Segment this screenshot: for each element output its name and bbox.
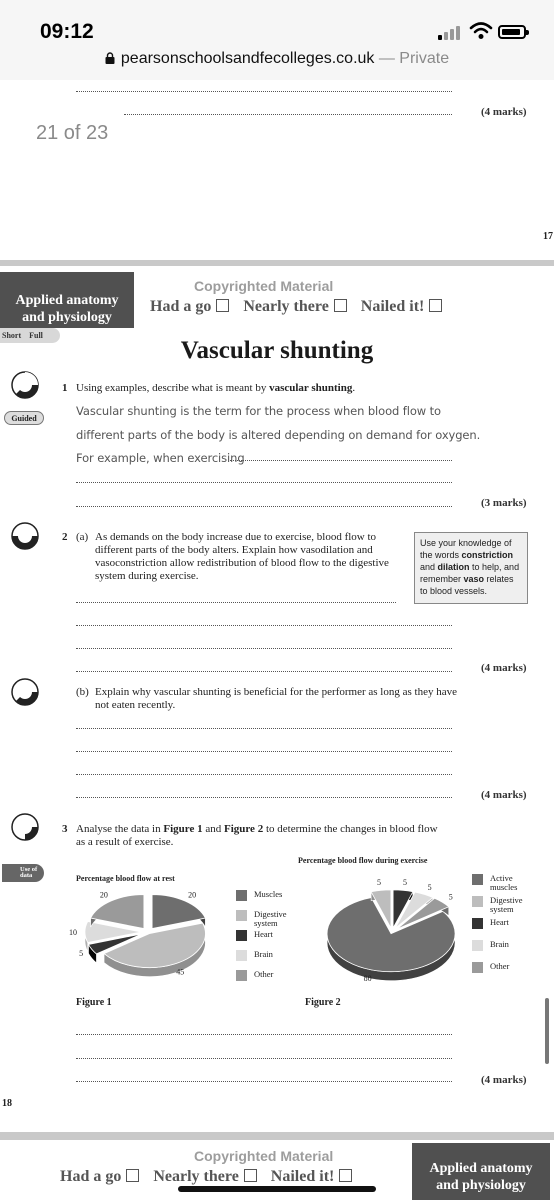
progress-label: Had a go: [60, 1168, 122, 1185]
copyright-notice: Copyrighted Material: [194, 278, 334, 294]
badge-line: Use of: [20, 866, 38, 873]
question-text-part: .: [352, 382, 356, 394]
answer-line[interactable]: [76, 602, 396, 603]
question-number: 1: [62, 382, 68, 394]
data-label: 5: [402, 878, 407, 888]
short-label: Short: [2, 331, 22, 340]
battery-icon: [498, 25, 526, 39]
question-text-part: and: [202, 823, 224, 835]
hint-text: relates to blood vessels.: [420, 574, 514, 596]
answer-line[interactable]: [76, 506, 452, 507]
question-text: As demands on the body increase due to exercise, blood flow to different parts of the body alters. Explain how vasodilation and vasoconstriction allow redistribution of blood flow to the digestive system during exercise.: [95, 531, 389, 582]
progress-label: Had a go: [150, 298, 212, 315]
page-number: 18: [2, 1098, 12, 1109]
progress-label: Nailed it!: [270, 1168, 335, 1185]
legend-label: Brain: [254, 949, 273, 959]
hint-keyword: dilation: [437, 562, 470, 572]
answer-line[interactable]: [76, 797, 452, 798]
legend-label: Active muscles: [490, 873, 518, 892]
question-keyword: vascular shunting: [269, 382, 353, 394]
legend-swatch: [472, 896, 483, 907]
figure-caption: Figure 2: [305, 997, 341, 1008]
legend-swatch: [236, 930, 247, 941]
status-time: 09:12: [40, 20, 94, 43]
progress-label: Nailed it!: [360, 298, 425, 315]
full-label: Full: [29, 331, 43, 340]
legend-label: Heart: [490, 917, 509, 927]
data-label: 20: [99, 890, 108, 900]
section-tab: [0, 272, 134, 328]
answer-line[interactable]: [76, 728, 452, 729]
data-label: 5: [79, 949, 84, 959]
figure-1-pie-chart: [69, 882, 232, 990]
guided-answer-line: Vascular shunting is the term for the process when blood flow to: [76, 404, 441, 418]
data-label: 45: [176, 967, 185, 977]
data-label: 5: [377, 878, 382, 888]
progress-checkboxes: [60, 1168, 366, 1186]
section-tab: [412, 1143, 550, 1200]
hint-keyword: vaso: [463, 574, 485, 584]
page-number: 17: [543, 231, 553, 242]
question-text: Explain why vascular shunting is beneficial for the performer as long as they have not eaten recently.: [95, 686, 457, 711]
question-text-part: to determine the changes in blood flow as a result of exercise.: [76, 823, 438, 848]
answer-line[interactable]: [76, 625, 452, 626]
data-label: 80: [363, 973, 372, 983]
question-part: (b): [76, 686, 89, 698]
lock-icon: [105, 52, 115, 64]
data-label: 5: [427, 882, 432, 892]
legend-swatch: [236, 950, 247, 961]
legend-swatch: [236, 970, 247, 981]
difficulty-dial-icon: [10, 812, 40, 842]
answer-line[interactable]: [76, 774, 452, 775]
marks-label: (4 marks): [481, 789, 527, 801]
question-text: [76, 382, 446, 395]
legend-label: Brain: [490, 939, 509, 949]
marks-label: (4 marks): [481, 106, 527, 118]
marks-label: (3 marks): [481, 497, 527, 509]
badge-line: data: [20, 872, 33, 879]
address-bar[interactable]: [0, 50, 554, 68]
section-tab-line2: and physiology: [436, 1178, 526, 1193]
wifi-icon: [470, 22, 492, 40]
answer-line[interactable]: [76, 751, 452, 752]
legend-swatch: [472, 940, 483, 951]
checkbox[interactable]: [216, 299, 229, 312]
checkbox[interactable]: [334, 299, 347, 312]
question-number: 3: [62, 823, 68, 835]
checkbox[interactable]: [429, 299, 442, 312]
answer-line[interactable]: [76, 648, 452, 649]
section-tab-line1: Applied anatomy: [429, 1161, 533, 1176]
answer-line[interactable]: [76, 1058, 452, 1059]
progress-label: Nearly there: [243, 298, 329, 315]
answer-line[interactable]: [76, 1081, 452, 1082]
scroll-indicator[interactable]: [545, 998, 549, 1064]
legend-label: Digestive system: [254, 909, 287, 928]
question-text-part: Using examples, describe what is meant by: [76, 382, 270, 394]
answer-line[interactable]: [76, 1034, 452, 1035]
answer-line[interactable]: [76, 482, 452, 483]
legend-swatch: [472, 918, 483, 929]
checkbox[interactable]: [126, 1169, 139, 1182]
guided-answer-line: different parts of the body is altered depending on demand for oxygen.: [76, 428, 481, 442]
page-counter: 21 of 23: [36, 122, 109, 144]
difficulty-dial-icon: [10, 677, 40, 707]
legend-label: Digestive system: [490, 895, 523, 914]
hint-text: and: [420, 562, 438, 572]
use-of-data-badge: [2, 864, 44, 882]
difficulty-dial-icon: [10, 370, 40, 400]
question-keyword: Figure 2: [223, 823, 264, 835]
question-text: [76, 823, 446, 849]
progress-label: Nearly there: [153, 1168, 239, 1185]
hint-keyword: constriction: [461, 550, 514, 560]
question-keyword: Figure 1: [163, 823, 203, 835]
cellular-signal-icon: [438, 26, 460, 40]
private-mode-label: Private: [399, 50, 450, 67]
answer-line[interactable]: [230, 460, 452, 461]
answer-line[interactable]: [76, 671, 452, 672]
checkbox[interactable]: [339, 1169, 352, 1182]
progress-checkboxes: [150, 298, 456, 316]
pie-slice-muscles: [152, 895, 205, 929]
checkbox[interactable]: [244, 1169, 257, 1182]
chart-title: Percentage blood flow at rest: [76, 874, 175, 883]
figure-2-legend: [472, 874, 542, 974]
question-number: 2: [62, 531, 68, 543]
question-text-part: Analyse the data in: [76, 823, 164, 835]
hint-text: to help, and remember: [420, 562, 520, 584]
data-label: 5: [448, 892, 453, 902]
legend-label: Other: [254, 969, 274, 979]
chart-title: Percentage blood flow during exercise: [298, 856, 428, 865]
data-label: 20: [188, 890, 197, 900]
question-part: (a): [76, 531, 89, 543]
legend-label: Other: [490, 961, 510, 971]
section-tab-line1: Applied anatomy: [15, 293, 119, 308]
previous-page: [0, 80, 554, 260]
url-separator: —: [374, 50, 400, 67]
url-domain: pearsonschoolsandfecolleges.co.uk: [120, 50, 375, 67]
answer-line: [124, 114, 452, 115]
legend-swatch: [236, 910, 247, 921]
data-label: 10: [69, 928, 77, 937]
section-tab-line2: and physiology: [22, 310, 112, 325]
page-title: Vascular shunting: [180, 337, 374, 364]
difficulty-dial-icon: [10, 521, 40, 551]
home-indicator[interactable]: [178, 1186, 376, 1192]
answer-line: [76, 91, 452, 92]
browser-top-bar: [0, 0, 554, 80]
legend-swatch: [472, 962, 483, 973]
legend-swatch: [472, 874, 483, 885]
guided-answer-line: For example, when exercising: [76, 451, 245, 465]
legend-label: Heart: [254, 929, 273, 939]
marks-label: (4 marks): [481, 1074, 527, 1086]
legend-swatch: [236, 890, 247, 901]
hint-box: [414, 532, 528, 604]
copyright-notice: Copyrighted Material: [194, 1148, 334, 1164]
hint-text: Use your knowledge of the words: [420, 538, 512, 560]
legend-label: Muscles: [254, 889, 283, 899]
guided-badge: Guided: [4, 411, 44, 425]
figure-caption: Figure 1: [76, 997, 112, 1008]
figure-1-legend: [236, 890, 296, 990]
figure-2-pie-chart: [298, 864, 464, 992]
marks-label: (4 marks): [481, 662, 527, 674]
